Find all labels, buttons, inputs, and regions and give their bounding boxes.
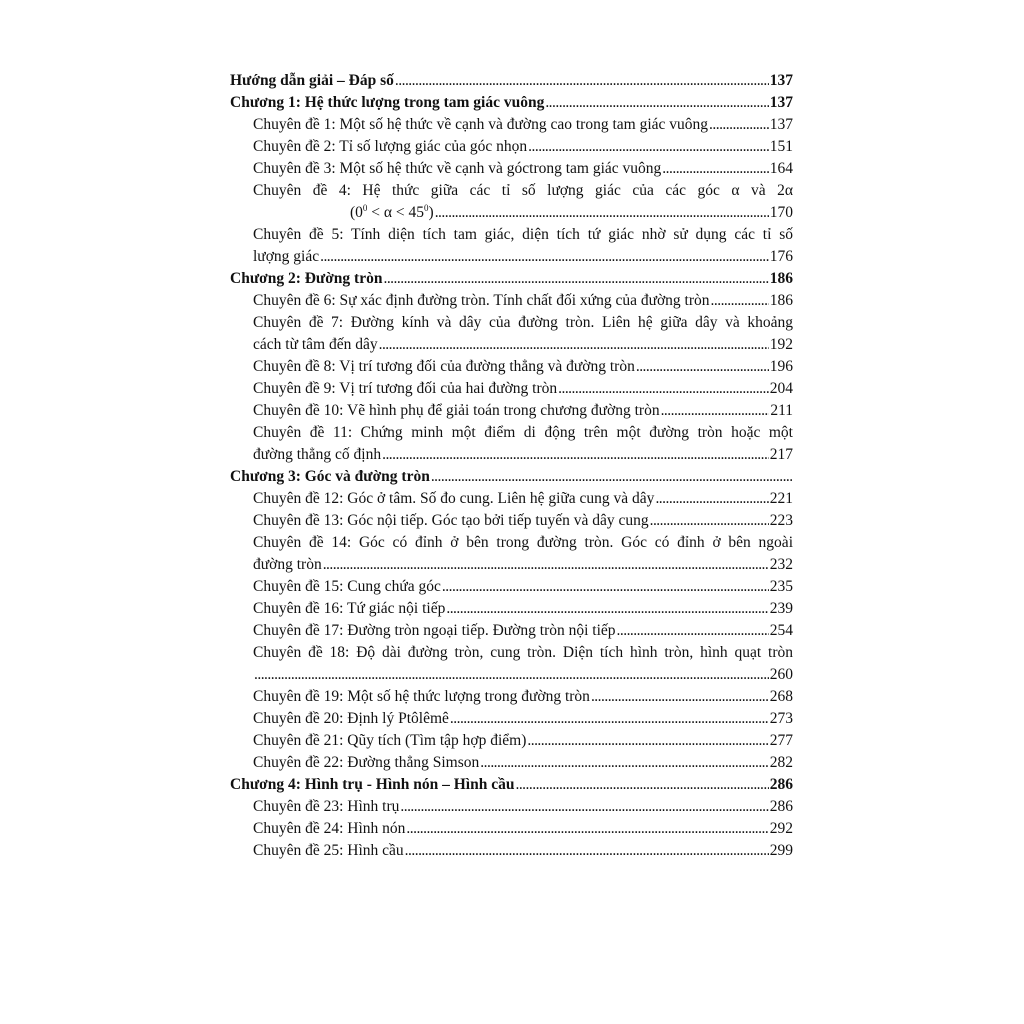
toc-entry-title: Chuyên đề 9: Vị trí tương đối của hai đường tròn — [253, 380, 558, 397]
toc-entry-row[interactable] — [230, 158, 793, 180]
toc-page-number: 268 — [769, 688, 793, 705]
toc-entry-title: Chuyên đề 11: Chứng minh một điểm di động trên một đường tròn hoặc một — [253, 424, 793, 441]
toc-entry-title: Chuyên đề 12: Góc ở tâm. Số đo cung. Liên hệ giữa cung và dây — [253, 490, 655, 507]
toc-entry-title: Chuyên đề 3: Một số hệ thức về cạnh và góctrong tam giác vuông — [253, 160, 662, 177]
toc-entry-row[interactable] — [230, 290, 793, 312]
toc-entry-title: Chuyên đề 18: Độ dài đường tròn, cung tròn. Diện tích hình tròn, hình quạt tròn — [253, 644, 793, 661]
toc-page-number: 137 — [769, 94, 793, 111]
toc-page-number: 151 — [769, 138, 793, 155]
toc-chapter-row[interactable] — [230, 466, 793, 488]
toc-page-number: 221 — [769, 490, 793, 507]
dot-leader — [400, 796, 768, 818]
toc-page-number: 239 — [769, 600, 793, 617]
toc-entry-title: lượng giác — [253, 248, 320, 265]
toc-entry-title: Chuyên đề 10: Vẽ hình phụ để giải toán trong chương đường tròn — [253, 402, 660, 419]
toc-entry-title: Chuyên đề 22: Đường thẳng Simson — [253, 754, 480, 771]
toc-entry-row[interactable] — [230, 224, 793, 246]
toc-chapter-title: Hướng dẫn giải – Đáp số — [230, 72, 394, 89]
toc-entry-row[interactable] — [230, 378, 793, 400]
toc-page-number: 254 — [769, 622, 793, 639]
toc-chapter-title: Chương 2: Đường tròn — [230, 270, 383, 287]
toc-chapter-row[interactable] — [230, 70, 793, 92]
toc-entry-title: Chuyên đề 15: Cung chứa góc — [253, 578, 441, 595]
toc-page-number: 260 — [769, 666, 793, 683]
dot-leader — [661, 400, 770, 422]
toc-entry-title: Chuyên đề 16: Tứ giác nội tiếp — [253, 600, 446, 617]
dot-leader — [383, 268, 768, 290]
toc-page-number: 299 — [769, 842, 793, 859]
toc-entry-row[interactable] — [230, 180, 793, 202]
toc-entry-row[interactable] — [230, 576, 793, 598]
toc-page-number: 217 — [769, 446, 793, 463]
dot-leader — [379, 334, 769, 356]
toc-entry-row[interactable] — [230, 686, 793, 708]
toc-chapter-row[interactable] — [230, 774, 793, 796]
dot-leader — [320, 246, 769, 268]
toc-entry-title: Chuyên đề 7: Đường kính và dây của đường tròn. Liên hệ giữa dây và khoảng — [253, 314, 793, 331]
toc-entry-title: Chuyên đề 2: Tỉ số lượng giác của góc nhọn — [253, 138, 528, 155]
toc-page-number: 196 — [769, 358, 793, 375]
toc-page-number: 286 — [769, 798, 793, 815]
toc-entry-title: Chuyên đề 23: Hình trụ — [253, 798, 400, 815]
toc-entry-title: đường tròn — [253, 556, 322, 573]
toc-page-number: 137 — [769, 116, 793, 133]
dot-leader — [558, 378, 769, 400]
toc-chapter-row[interactable] — [230, 92, 793, 114]
toc-entry-title: Chuyên đề 13: Góc nội tiếp. Góc tạo bởi tiếp tuyến và dây cung — [253, 512, 649, 529]
toc-entry-title: Chuyên đề 5: Tính diện tích tam giác, diện tích tứ giác nhờ sử dụng các tỉ số — [253, 226, 793, 243]
dot-leader — [636, 356, 769, 378]
angle-range-formula: $(0^0 < \alpha < 45^0)$ — [350, 203, 434, 221]
toc-entry-title: Chuyên đề 24: Hình nón — [253, 820, 406, 837]
toc-page-number: 282 — [769, 754, 793, 771]
dot-leader — [382, 444, 769, 466]
toc-entry-row[interactable] — [230, 642, 793, 664]
toc-page-number: 176 — [769, 248, 793, 265]
dot-leader — [480, 752, 768, 774]
toc-entry-continuation[interactable] — [230, 202, 793, 224]
toc-entry-row[interactable] — [230, 620, 793, 642]
toc-entry-continuation[interactable] — [230, 444, 793, 466]
toc-entry-title: Chuyên đề 4: Hệ thức giữa các tỉ số lượng giác của các góc α và 2α — [253, 182, 793, 199]
toc-entry-continuation[interactable] — [230, 664, 793, 686]
dot-leader — [405, 840, 769, 862]
toc-entry-title: Chuyên đề 1: Một số hệ thức về cạnh và đường cao trong tam giác vuông — [253, 116, 709, 133]
dot-leader — [527, 730, 768, 752]
dot-leader — [655, 488, 768, 510]
toc-entry-row[interactable] — [230, 708, 793, 730]
toc-page-number: 186 — [769, 270, 793, 287]
toc-entry-title: Chuyên đề 8: Vị trí tương đối của đường thẳng và đường tròn — [253, 358, 635, 375]
toc-entry-title: đường thẳng cố định — [253, 446, 382, 463]
toc-page-number: 273 — [769, 710, 793, 727]
toc-entry-row[interactable] — [230, 488, 793, 510]
toc-entry-title: Chuyên đề 19: Một số hệ thức lượng trong đường tròn — [253, 688, 590, 705]
dot-leader — [515, 774, 768, 796]
toc-page-number: 211 — [770, 402, 793, 419]
toc-page-number: 192 — [769, 336, 793, 353]
toc-entry-continuation[interactable] — [230, 334, 793, 356]
toc-entry-row[interactable] — [230, 752, 793, 774]
dot-leader — [450, 708, 769, 730]
dot-leader — [709, 114, 769, 136]
dot-leader — [395, 70, 769, 92]
toc-entry-title: Chuyên đề 25: Hình cầu — [253, 842, 404, 859]
dot-leader — [442, 576, 769, 598]
toc-entry-row[interactable] — [230, 796, 793, 818]
toc-page-number: 292 — [769, 820, 793, 837]
toc-page-number: 170 — [769, 204, 793, 221]
dot-leader — [711, 290, 769, 312]
toc-entry-row[interactable] — [230, 818, 793, 840]
toc-entry-row[interactable] — [230, 400, 793, 422]
toc-page-number: 235 — [769, 578, 793, 595]
dot-leader — [435, 202, 769, 224]
toc-entry-row[interactable] — [230, 532, 793, 554]
dot-leader — [662, 158, 768, 180]
toc-chapter-title: Chương 4: Hình trụ - Hình nón – Hình cầu — [230, 776, 515, 793]
toc-entry-title: Chuyên đề 14: Góc có đỉnh ở bên trong đường tròn. Góc có đỉnh ở bên ngoài — [253, 534, 793, 551]
toc-page-number: 286 — [769, 776, 793, 793]
dot-leader — [617, 620, 769, 642]
toc-entry-row[interactable] — [230, 136, 793, 158]
toc-chapter-title: Chương 3: Góc và đường tròn — [230, 468, 430, 485]
toc-page-number: 186 — [769, 292, 793, 309]
dot-leader — [323, 554, 769, 576]
dot-leader — [446, 598, 768, 620]
toc-entry-row[interactable] — [230, 312, 793, 334]
toc-entry-title: Chuyên đề 17: Đường tròn ngoại tiếp. Đường tròn nội tiếp — [253, 622, 616, 639]
toc-entry-title: Chuyên đề 6: Sự xác định đường tròn. Tính chất đối xứng của đường tròn — [253, 292, 710, 309]
toc-entry-title: Chuyên đề 20: Định lý Ptôlêmê — [253, 710, 449, 727]
toc-entry-row[interactable] — [230, 840, 793, 862]
toc-entry-continuation[interactable] — [230, 554, 793, 576]
dot-leader — [545, 92, 768, 114]
dot-leader — [431, 466, 792, 488]
toc-page-number: 204 — [769, 380, 793, 397]
dot-leader — [591, 686, 769, 708]
toc-page-number: 277 — [769, 732, 793, 749]
dot-leader — [528, 136, 769, 158]
toc-page-number: 223 — [769, 512, 793, 529]
toc-chapter-row[interactable] — [230, 268, 793, 290]
toc-entry-title: cách từ tâm đến dây — [253, 336, 378, 353]
toc-entry-row[interactable] — [230, 598, 793, 620]
toc-page-number: 232 — [769, 556, 793, 573]
toc-page-number: 164 — [769, 160, 793, 177]
toc-entry-row[interactable] — [230, 510, 793, 532]
toc-page-number: 137 — [769, 72, 793, 89]
dot-leader — [254, 664, 769, 686]
toc-entry-continuation[interactable] — [230, 246, 793, 268]
toc-entry-row[interactable] — [230, 422, 793, 444]
table-of-contents — [230, 70, 793, 862]
toc-chapter-title: Chương 1: Hệ thức lượng trong tam giác vuông — [230, 94, 545, 111]
dot-leader — [406, 818, 768, 840]
toc-entry-row[interactable] — [230, 356, 793, 378]
toc-entry-row[interactable] — [230, 114, 793, 136]
dot-leader — [650, 510, 769, 532]
toc-entry-row[interactable] — [230, 730, 793, 752]
toc-entry-title: Chuyên đề 21: Qũy tích (Tìm tập hợp điểm) — [253, 732, 527, 749]
